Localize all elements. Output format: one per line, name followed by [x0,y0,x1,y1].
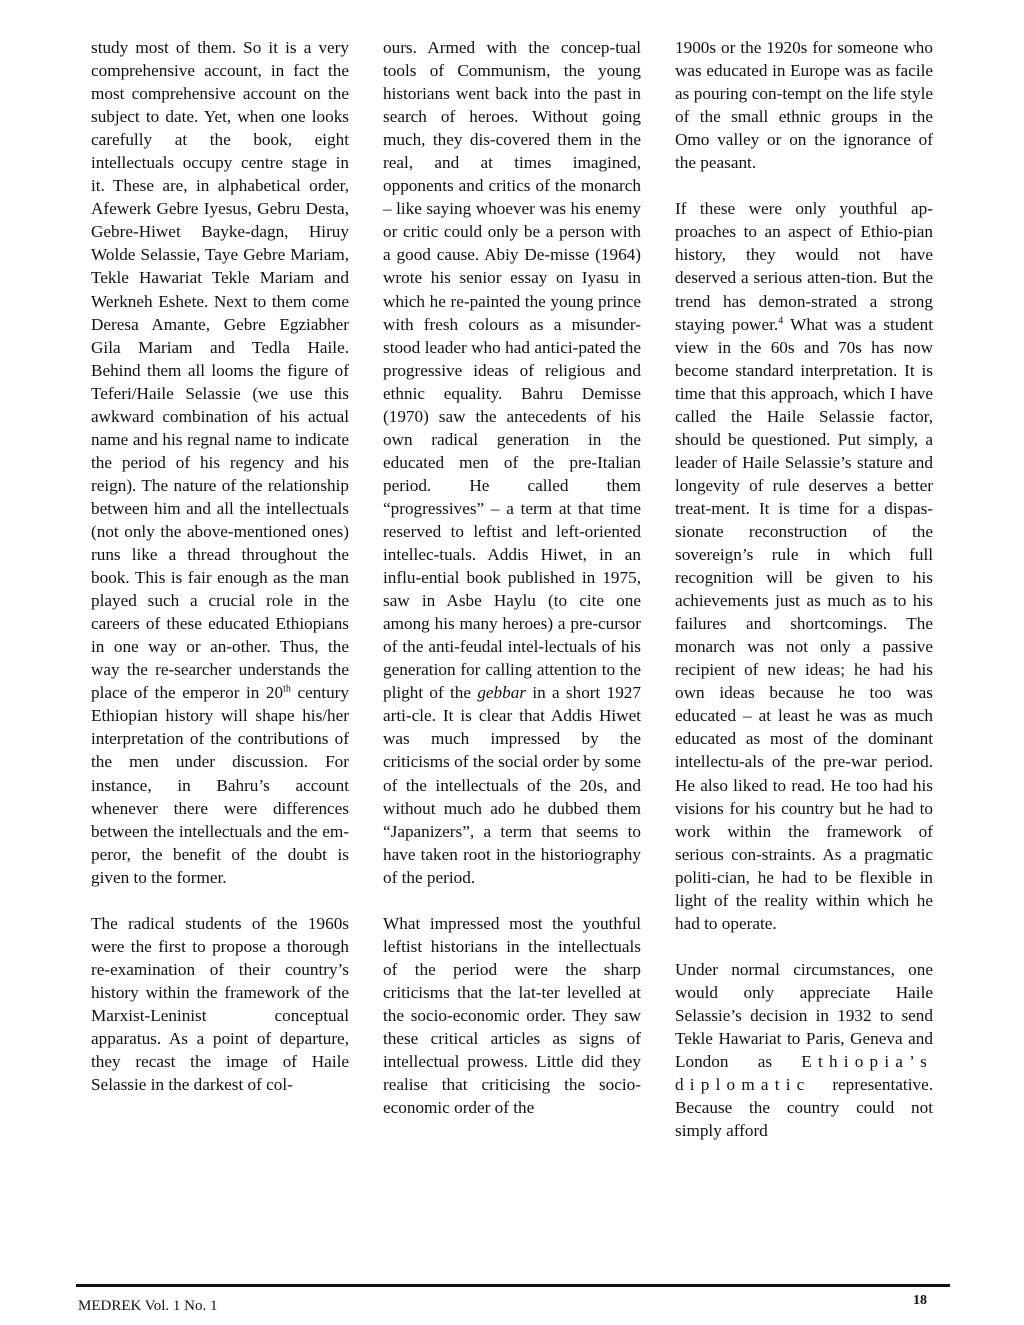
text-run: ours. Armed with the concep-tual tools of Communism, the young historians went back into the past in search of heroes. Without going much, they dis-covered them in the real, and at times imagined, opponents and critics of the monarch – like saying whoever was his enemy or critic could only be a person with a good cause. Abiy De-misse (1964) wrote his senior essay on Iyasu in which he re-painted the young prince with fresh colours as a misunder-stood leader who had antici-pated the progressive ideas of religious and ethnic equality. Bahru Demisse (1970) saw the antecedents of his own radical generation in the educated men of the pre-Italian period. He called them “progressives” – a term at that time reserved to leftist and left-oriented intellec-tuals. Addis Hiwet, in an influ-ential book published in 1975, saw in Asbe Haylu (to cite one among his many heroes) a pre-cursor of the anti-feudal intel-lectuals of his generation for calling attention to the plight of the [383,38,641,703]
paragraph: The radical students of the 1960s were the first to propose a thorough re-examination of their country’s history within the framework of the Marxist-Leninist conceptual apparatus. As a point of departure, they recast the image of Haile Selassie in the darkest of col- [91,913,349,1095]
text-run: If these were only youthful ap-proaches to an aspect of Ethio-pian history, they would not have deserved a serious atten-tion. But the trend has demon-strated a strong staying power. [675,199,933,334]
page-number: 18 [913,1293,927,1308]
footnote-marker: 4 [778,314,784,326]
superscript: th [283,683,291,695]
paragraph [675,958,933,1142]
text-run: study most of them. So it is a very comprehensive account, in fact the most comprehensive account on the subject to date. Yet, when one looks carefully at the book, eight intellectuals occupy centre stage in it. These are, in alphabetical order, Afewerk Gebre Iyesus, Gebru Desta, Gebre-Hiwet Bayke-dagn, Hiruy Wolde Selassie, Taye Gebre Mariam, Tekle Hawariat Tekle Mariam and Werkneh Eshete. Next to them come Deresa Amante, Gebre Egziabher Gila Mariam and Tedla Haile. Behind them all looms the figure of Teferi/Haile Selassie (we use this awkward combination of his actual name and his regnal name to indicate the period of his regency and his reign). The nature of the relationship between him and all the intellectuals (not only the above-mentioned ones) runs like a thread throughout the book. This is fair enough as the man played such a crucial role in the careers of these educated Ethiopians in one way or an-other. Thus, the way the re-searcher understands the place of the emperor in 20 [91,38,349,703]
text-column-3 [675,36,933,1165]
paragraph [675,197,933,935]
footer-rule [76,1284,950,1287]
text-run: What was a student view in the 60s and 70s has now become standard interpretation. It is time that this approach, which I have called the Haile Selassie factor, should be questioned. Put simply, a leader of Haile Selassie’s stature and longevity of rule deserves a better treat-ment. It is time for a dispas-sionate reconstruction of the sovereign’s rule in which full recognition will be given to his achievements just as much as to his failures and shortcomings. The monarch was not only a passive recipient of new ideas; he had his own ideas because he too was educated – at least he was as much educated as most of the dominant intellectu-als of the pre-war period. He also liked to read. He too had his visions for his country but he had to work within the framework of serious con-straints. As a pragmatic politi-cian, he had to be flexible in light of the reality within which he had to operate. [675,314,934,933]
text-run: Under normal circumstances, one would only appreciate Haile Selassie’s decision in 1932 to send Tekle Hawariat to Paris, Geneva and London as [675,959,933,1072]
paragraph [91,36,349,889]
spaced-text: Ethiopia’s diplomatic [675,1052,933,1095]
text-run: century Ethiopian history will shape his/her interpretation of the contributions of the men under discussion. For instance, in Bahru’s account whenever there were differences between the intellectuals and the em-peror, the benefit of the doubt is given to the former. [91,683,349,887]
text-run: in a short 1927 arti-cle. It is clear that Addis Hiwet was much impressed by the criticisms of the social order by some of the intellectuals of the 20s, and without much ado he dubbed them “Japanizers”, a term that seems to have taken root in the historiography of the period. [383,683,641,887]
italic-term: gebbar [477,683,527,703]
journal-name: MEDREK Vol. 1 No. 1 [78,1298,218,1314]
text-column-1 [91,36,349,1119]
paragraph: 1900s or the 1920s for someone who was educated in Europe was as facile as pouring con-tempt on the life style of the small ethnic groups in the Omo valley or on the ignorance of the peasant. [675,38,933,173]
text-run: representative. Because the country could not simply afford [675,1075,933,1141]
paragraph: What impressed most the youthful leftist historians in the intellectuals of the period were the sharp criticisms that the lat-ter levelled at the socio-economic order. They saw these critical articles as signs of intellectual prowess. Little did they realise that criticising the socio-economic order of the [383,913,641,1118]
text-column-2 [383,36,641,1142]
paragraph [383,36,641,889]
